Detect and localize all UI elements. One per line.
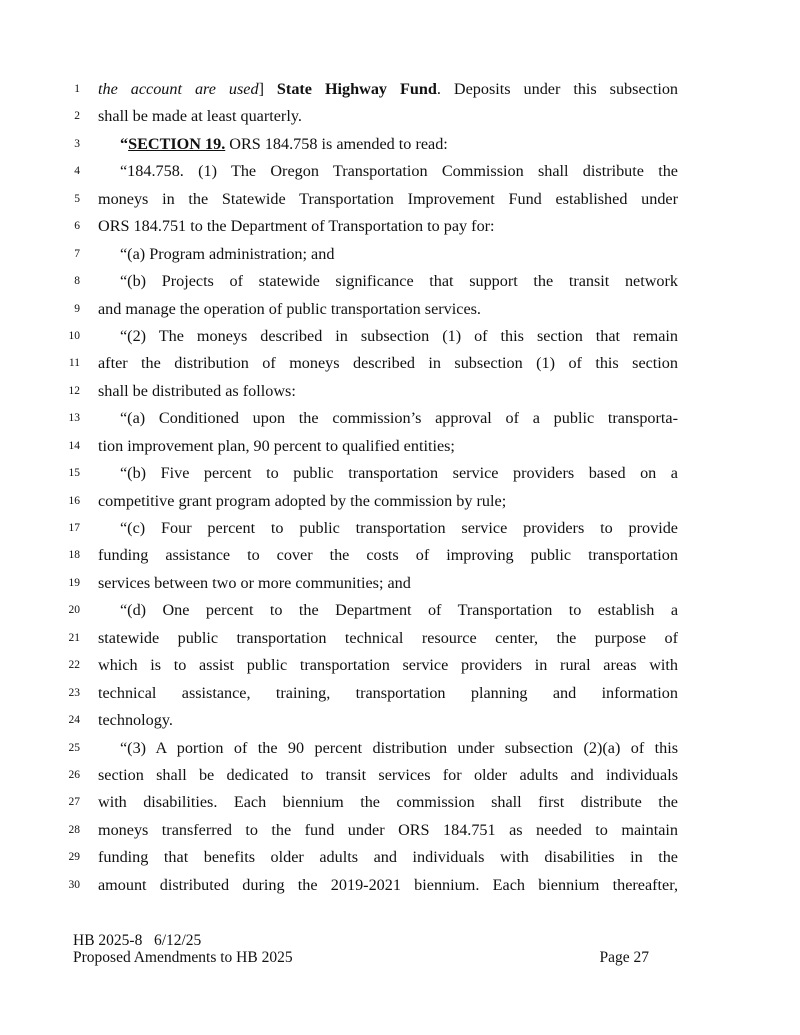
- text-line: [0, 296, 800, 323]
- page-number: Page 27: [599, 949, 649, 966]
- line-text: [98, 872, 678, 899]
- line-number: 12: [68, 384, 80, 397]
- line-text: [98, 542, 678, 569]
- text-segment: moneys in the Statewide Transportation Improvement Fund established under: [98, 189, 678, 208]
- line-text: [120, 158, 678, 185]
- text-line: [0, 76, 800, 103]
- text-line: [0, 817, 800, 844]
- text-segment: technical assistance, training, transportation planning and information: [98, 683, 678, 702]
- line-text: [98, 213, 678, 240]
- line-text: [120, 131, 678, 158]
- line-number: 2: [74, 110, 80, 123]
- text-line: [0, 103, 800, 130]
- line-number: 13: [68, 412, 80, 425]
- line-text: [98, 433, 678, 460]
- text-line: [0, 268, 800, 295]
- text-line: [0, 405, 800, 432]
- text-segment: which is to assist public transportation service providers in rural areas with: [98, 656, 678, 675]
- text-segment: ]: [258, 80, 277, 98]
- line-text: [98, 707, 678, 734]
- line-number: 10: [68, 329, 80, 342]
- line-number: 27: [68, 796, 80, 809]
- text-line: [0, 625, 800, 652]
- text-segment: “(c) Four percent to public transportation service providers to provide: [120, 519, 678, 537]
- page-footer: [73, 932, 653, 966]
- line-number: 8: [74, 275, 80, 288]
- text-line: [0, 131, 800, 158]
- line-text: [98, 625, 678, 652]
- text-segment: moneys transferred to the fund under ORS 184.751 as needed to maintain: [98, 820, 678, 839]
- text-segment: with disabilities. Each biennium the commission shall first distribute the: [98, 793, 678, 812]
- text-segment: ORS 184.751 to the Department of Transportation to pay for:: [98, 217, 495, 236]
- text-segment: “(a) Conditioned upon the commission’s approval of a public transporta-: [120, 409, 678, 428]
- text-line: [0, 570, 800, 597]
- line-text: [120, 597, 678, 624]
- bold-text: “: [120, 134, 129, 153]
- document-body: [0, 76, 800, 899]
- text-line: [0, 707, 800, 734]
- text-line: [0, 652, 800, 679]
- line-text: [120, 268, 678, 295]
- text-line: [0, 762, 800, 789]
- line-text: [98, 762, 678, 789]
- text-segment: shall be distributed as follows:: [98, 381, 296, 400]
- line-number: 29: [68, 851, 80, 864]
- text-line: [0, 378, 800, 405]
- line-number: 23: [68, 686, 80, 699]
- text-line: [0, 433, 800, 460]
- line-number: 26: [68, 768, 80, 781]
- line-text: [98, 680, 678, 707]
- text-segment: “(b) Projects of statewide significance that support the transit network: [120, 272, 678, 291]
- text-segment: funding assistance to cover the costs of improving public transportation: [98, 546, 678, 565]
- text-segment: services between two or more communities; and: [98, 573, 411, 592]
- text-line: [0, 515, 800, 542]
- text-line: [0, 323, 800, 350]
- text-line: [0, 542, 800, 569]
- text-line: [0, 241, 800, 268]
- line-number: 17: [68, 522, 80, 534]
- text-line: [0, 872, 800, 899]
- footer-title: Proposed Amendments to HB 2025: [73, 949, 293, 966]
- line-number: 1: [74, 83, 80, 95]
- line-number: 21: [68, 631, 80, 644]
- line-number: 4: [74, 165, 80, 178]
- text-segment: section shall be dedicated to transit services for older adults and individuals: [98, 765, 678, 784]
- italic-deleted-text: the account are used: [98, 80, 259, 98]
- text-segment: amount distributed during the 2019-2021 biennium. Each biennium thereafter,: [98, 875, 678, 894]
- bold-text: State Highway Fund: [276, 80, 437, 98]
- line-text: [120, 323, 678, 350]
- text-line: [0, 597, 800, 624]
- text-line: [0, 213, 800, 240]
- text-line: [0, 789, 800, 816]
- line-number: 6: [74, 220, 80, 233]
- line-number: 3: [74, 137, 80, 150]
- text-line: [0, 488, 800, 515]
- line-number: 7: [74, 247, 80, 260]
- line-number: 11: [68, 357, 80, 370]
- line-text: [98, 488, 678, 515]
- text-segment: “(2) The moneys described in subsection (1) of this section that remain: [120, 326, 678, 345]
- text-line: [0, 460, 800, 487]
- line-text: [120, 241, 678, 268]
- line-text: [120, 515, 678, 542]
- line-number: 22: [68, 659, 80, 672]
- line-number: 9: [74, 302, 80, 315]
- text-segment: statewide public transportation technical resource center, the purpose of: [98, 628, 678, 647]
- line-text: [98, 570, 678, 597]
- line-number: 14: [68, 439, 80, 452]
- line-number: 25: [68, 741, 80, 754]
- text-line: [0, 735, 800, 762]
- line-text: [98, 378, 678, 405]
- line-number: 15: [68, 467, 80, 480]
- line-text: [120, 405, 678, 432]
- text-segment: . Deposits under this subsection: [436, 80, 679, 98]
- text-line: [0, 158, 800, 185]
- line-number: 18: [68, 549, 80, 562]
- text-segment: ORS 184.758 is amended to read:: [225, 134, 448, 153]
- text-segment: “(a) Program administration; and: [120, 244, 335, 263]
- text-line: [0, 350, 800, 377]
- line-text: [98, 789, 678, 816]
- line-text: [120, 735, 678, 762]
- line-number: 24: [68, 714, 80, 727]
- text-segment: “(3) A portion of the 90 percent distribution under subsection (2)(a) of this: [120, 738, 678, 757]
- line-text: [98, 103, 678, 130]
- text-segment: “(b) Five percent to public transportation service providers based on a: [120, 464, 678, 483]
- text-line: [0, 844, 800, 871]
- text-segment: “(d) One percent to the Department of Transportation to establish a: [120, 601, 678, 620]
- line-number: 5: [74, 192, 80, 205]
- line-text: [98, 76, 678, 103]
- line-text: [98, 186, 678, 213]
- text-segment: funding that benefits older adults and individuals with disabilities in the: [98, 848, 678, 867]
- line-text: [98, 817, 678, 844]
- footer-bill-version: HB 2025-8 6/12/25: [73, 932, 202, 949]
- text-segment: and manage the operation of public transportation services.: [98, 299, 481, 318]
- text-segment: tion improvement plan, 90 percent to qualified entities;: [98, 436, 455, 455]
- line-text: [98, 350, 678, 377]
- text-segment: after the distribution of moneys described in subsection (1) of this section: [98, 354, 678, 373]
- section-heading: SECTION 19.: [128, 134, 226, 153]
- text-segment: technology.: [98, 711, 173, 730]
- text-segment: shall be made at least quarterly.: [98, 107, 302, 126]
- line-text: [98, 296, 678, 323]
- text-segment: competitive grant program adopted by the commission by rule;: [98, 491, 507, 510]
- line-text: [98, 844, 678, 871]
- text-segment: “184.758. (1) The Oregon Transportation Commission shall distribute the: [120, 162, 678, 181]
- text-line: [0, 186, 800, 213]
- line-number: 28: [68, 823, 80, 836]
- text-line: [0, 680, 800, 707]
- line-text: [98, 652, 678, 679]
- line-number: 30: [68, 878, 80, 891]
- line-number: 16: [68, 494, 80, 507]
- line-text: [120, 460, 678, 487]
- line-number: 20: [68, 604, 80, 617]
- line-number: 19: [68, 576, 80, 589]
